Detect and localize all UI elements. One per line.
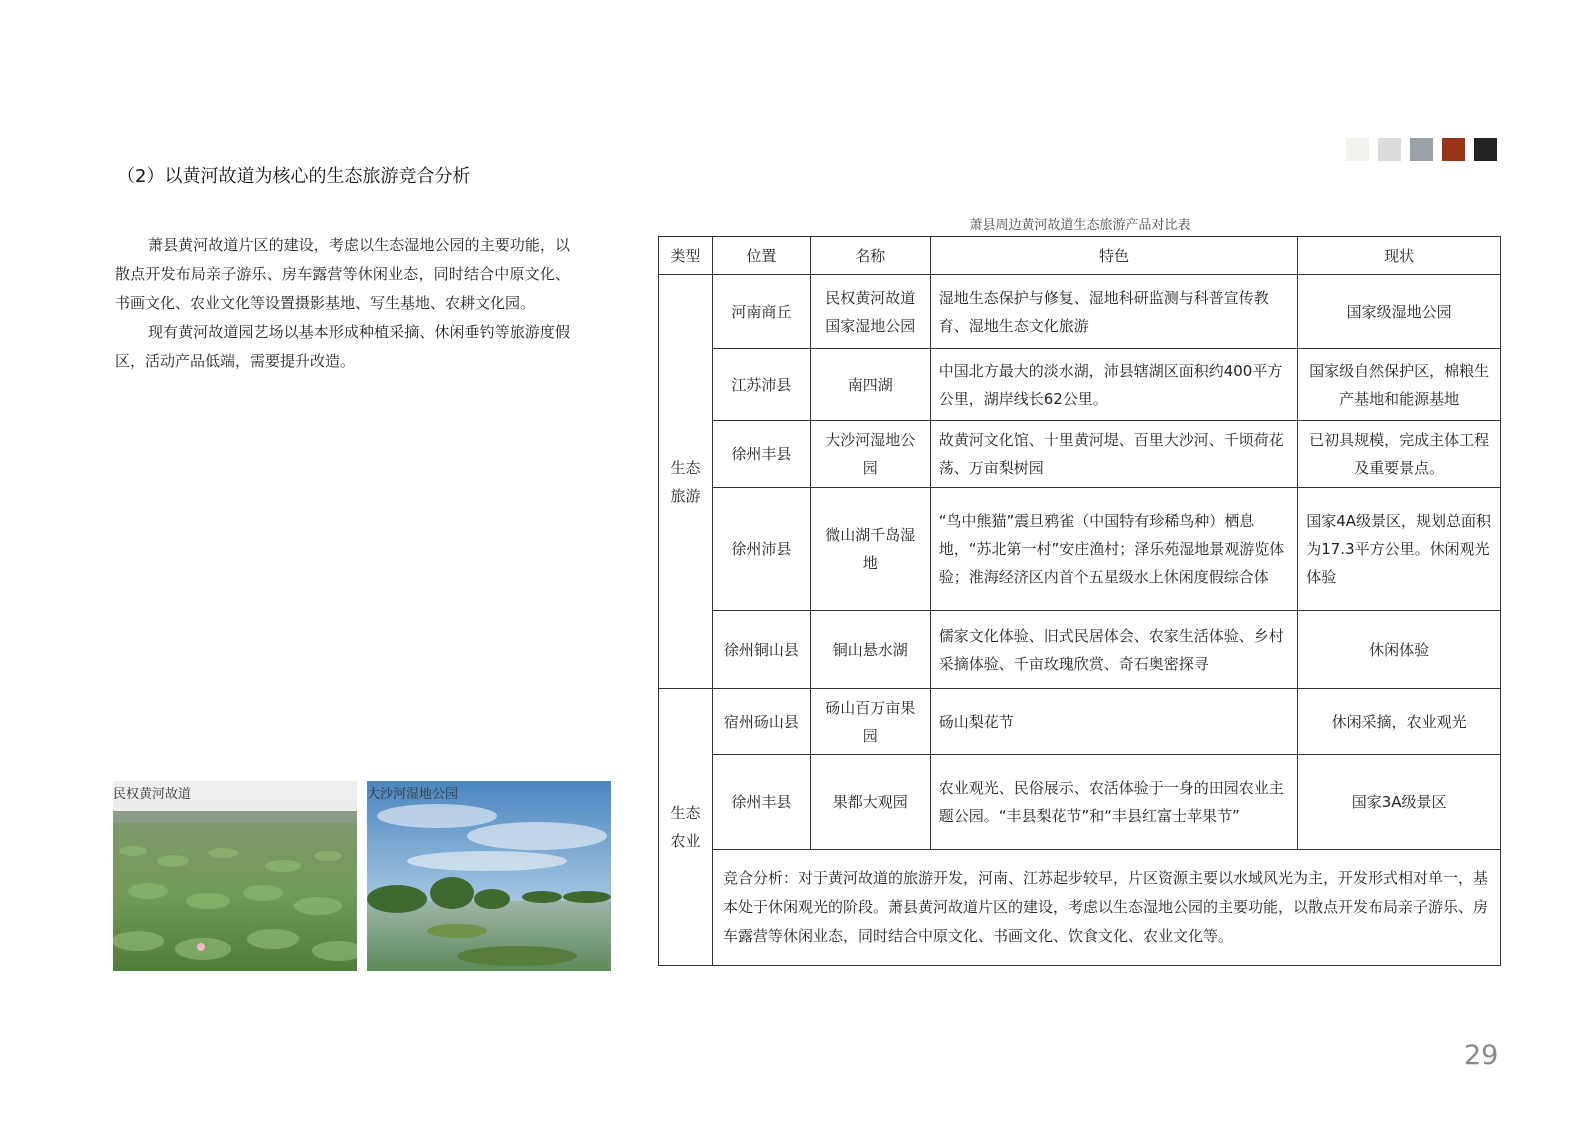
swatch-2: [1378, 138, 1401, 161]
location-cell: 徐州丰县: [712, 755, 810, 850]
photo-caption: 大沙河湿地公园: [367, 787, 459, 802]
header-type: 类型: [659, 237, 713, 275]
table-row: [659, 349, 1501, 421]
swatch-1: [1346, 138, 1369, 161]
feature-cell: 砀山梨花节: [930, 689, 1298, 755]
comparison-table: [658, 236, 1501, 966]
status-cell: 国家4A级景区，规划总面积为17.3平方公里。休闲观光体验: [1298, 488, 1501, 611]
table-caption: 萧县周边黄河故道生态旅游产品对比表: [969, 218, 1191, 233]
table-row: [659, 611, 1501, 689]
name-cell: 大沙河湿地公园: [810, 421, 930, 488]
header-status: 现状: [1298, 237, 1501, 275]
photo-minquan-lotus: [113, 781, 357, 971]
location-cell: 徐州丰县: [712, 421, 810, 488]
location-cell: 徐州沛县: [712, 488, 810, 611]
name-cell: 砀山百万亩果园: [810, 689, 930, 755]
section-title: （2）以黄河故道为核心的生态旅游竞合分析: [117, 166, 471, 187]
page-number: 29: [1464, 1040, 1499, 1071]
table-row: [659, 275, 1501, 349]
header-location: 位置: [712, 237, 810, 275]
status-cell: 休闲采摘，农业观光: [1298, 689, 1501, 755]
status-cell: 国家3A级景区: [1298, 755, 1501, 850]
feature-cell: 故黄河文化馆、十里黄河堤、百里大沙河、千顷荷花荡、万亩梨树园: [930, 421, 1298, 488]
status-cell: 国家级自然保护区，棉粮生产基地和能源基地: [1298, 349, 1501, 421]
table-header-row: [659, 237, 1501, 275]
header-feature: 特色: [930, 237, 1298, 275]
photo-caption: 民权黄河故道: [113, 787, 192, 802]
feature-cell: 儒家文化体验、旧式民居体会、农家生活体验、乡村采摘体验、千亩玫瑰欣赏、奇石奥密探寻: [930, 611, 1298, 689]
status-cell: 休闲体验: [1298, 611, 1501, 689]
feature-cell: 中国北方最大的淡水湖，沛县辖湖区面积约400平方公里，湖岸线长62公里。: [930, 349, 1298, 421]
name-cell: 铜山悬水湖: [810, 611, 930, 689]
table-row: [659, 850, 1501, 966]
table-row: [659, 689, 1501, 755]
type-cell: 生态旅游: [659, 275, 713, 689]
status-cell: 已初具规模，完成主体工程及重要景点。: [1298, 421, 1501, 488]
table-row: [659, 488, 1501, 611]
intro-paragraph-1: 萧县黄河故道片区的建设，考虑以生态湿地公园的主要功能，以散点开发布局亲子游乐、房车露营等休闲业态，同时结合中原文化、书画文化、农业文化等设置摄影基地、写生基地、农耕文化园。: [115, 236, 570, 312]
color-swatches: [1346, 138, 1497, 161]
swatch-5: [1474, 138, 1497, 161]
name-cell: 果都大观园: [810, 755, 930, 850]
location-cell: 河南商丘: [712, 275, 810, 349]
name-cell: 南四湖: [810, 349, 930, 421]
name-cell: 微山湖千岛湿地: [810, 488, 930, 611]
table-row: [659, 755, 1501, 850]
intro-text: [115, 231, 570, 376]
type-cell: 生态农业: [659, 689, 713, 966]
table-row: [659, 421, 1501, 488]
photo-dashahe-wetland: [367, 781, 611, 971]
intro-paragraph-2: 现有黄河故道园艺场以基本形成种植采摘、休闲垂钓等旅游度假区，活动产品低端，需要提升改造。: [115, 323, 570, 370]
feature-cell: “鸟中熊猫”震旦鸦雀（中国特有珍稀鸟种）栖息地，“苏北第一村”安庄渔村；泽乐苑湿地景观游览体验；淮海经济区内首个五星级水上休闲度假综合体: [930, 488, 1298, 611]
name-cell: 民权黄河故道国家湿地公园: [810, 275, 930, 349]
location-cell: 徐州铜山县: [712, 611, 810, 689]
location-cell: 江苏沛县: [712, 349, 810, 421]
swatch-3: [1410, 138, 1433, 161]
location-cell: 宿州砀山县: [712, 689, 810, 755]
header-name: 名称: [810, 237, 930, 275]
feature-cell: 农业观光、民俗展示、农活体验于一身的田园农业主题公园。“丰县梨花节”和“丰县红富士苹果节”: [930, 755, 1298, 850]
feature-cell: 湿地生态保护与修复、湿地科研监测与科普宣传教育、湿地生态文化旅游: [930, 275, 1298, 349]
status-cell: 国家级湿地公园: [1298, 275, 1501, 349]
analysis-cell: 竞合分析：对于黄河故道的旅游开发，河南、江苏起步较早，片区资源主要以水域风光为主，开发形式相对单一，基本处于休闲观光的阶段。萧县黄河故道片区的建设，考虑以生态湿地公园的主要功能，以散点开发布局亲子游乐、房车露营等休闲业态，同时结合中原文化、书画文化、饮食文化、农业文化等。: [712, 850, 1500, 966]
swatch-4: [1442, 138, 1465, 161]
